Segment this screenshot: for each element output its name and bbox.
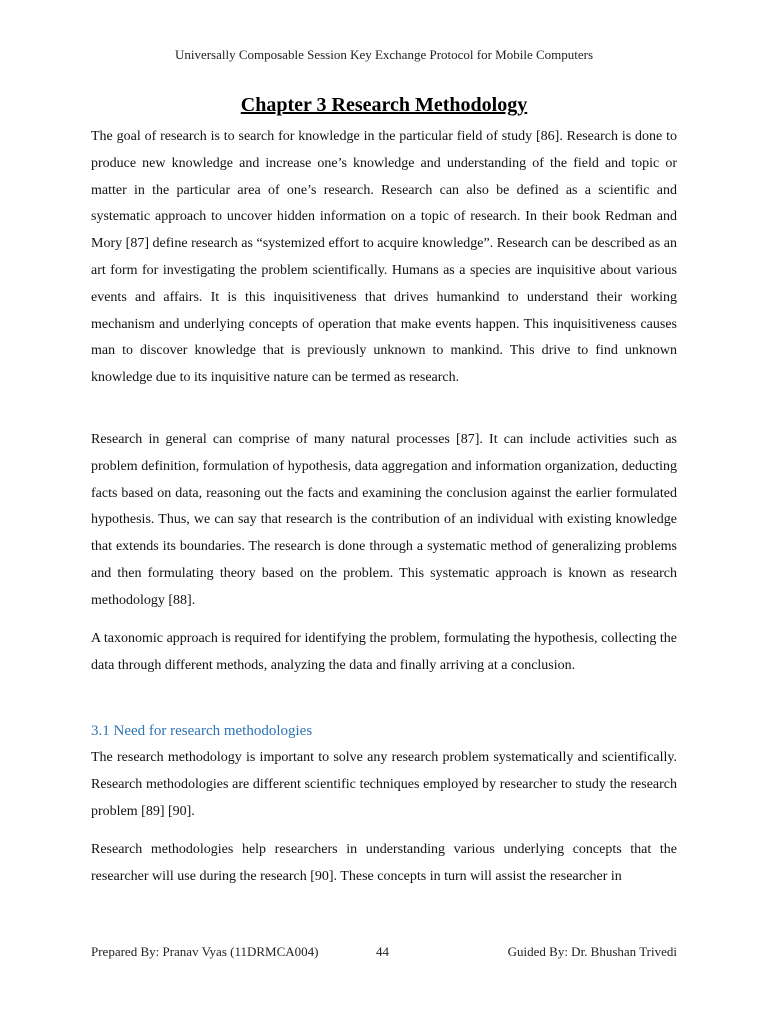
body-paragraph: Research in general can comprise of many natural processes [87]. It can include activities such as problem definition, formulation of hypothesis, data aggregation and information organization, deducting facts based on data, reasoning out the facts and examining the conclusion against the earlier formulated hypothesis. Thus, we can say that research is the contribution of an individual with existing knowledge that extends its boundaries. The research is done through a systematic method of generalizing problems and then formulating theory based on the problem. This systematic approach is known as research methodology [88]. — [91, 432, 677, 608]
body-paragraph: The goal of research is to search for knowledge in the particular field of study [86]. Research is done to produce new knowledge and increase one’s knowledge and understanding of the field and topic or matter in the particular area of one’s research. Research can also be defined as a scientific and systematic approach to uncover hidden information on a topic of research. In their book Redman and Mory [87] define research as “systemized effort to acquire knowledge”. Research can be described as an art form for investigating the problem scientifically. Humans as a species are inquisitive about various events and affairs. It is this inquisitiveness that drives humankind to understand their working mechanism and underlying concepts of operation that make events happen. This inquisitiveness causes man to discover knowledge that is previously unknown to mankind. This drive to find unknown knowledge due to its inquisitive nature can be termed as research. — [91, 129, 677, 386]
body-paragraph: A taxonomic approach is required for identifying the problem, formulating the hypothesis, collecting the data through different methods, analyzing the data and finally arriving at a conclusion. — [91, 631, 677, 673]
page-number: 44 — [376, 944, 389, 959]
footer-guided-by: Guided By: Dr. Bhushan Trivedi — [507, 944, 677, 959]
section-paragraph: Research methodologies help researchers in understanding various underlying concepts that the researcher will use during the research [90]. These concepts in turn will assist the researcher in — [91, 842, 677, 884]
running-header: Universally Composable Session Key Exchange Protocol for Mobile Computers — [174, 47, 594, 62]
page-footer — [91, 942, 677, 962]
section-heading: 3.1 Need for research methodologies — [91, 723, 313, 739]
section-paragraph: The research methodology is important to solve any research problem systematically and scientifically. Research methodologies are different scientific techniques employed by researcher to study the research problem [89] [90]. — [91, 750, 677, 819]
footer-prepared-by: Prepared By: Pranav Vyas (11DRMCA004) — [91, 944, 319, 959]
chapter-title: Chapter 3 Research Methodology — [240, 94, 528, 116]
